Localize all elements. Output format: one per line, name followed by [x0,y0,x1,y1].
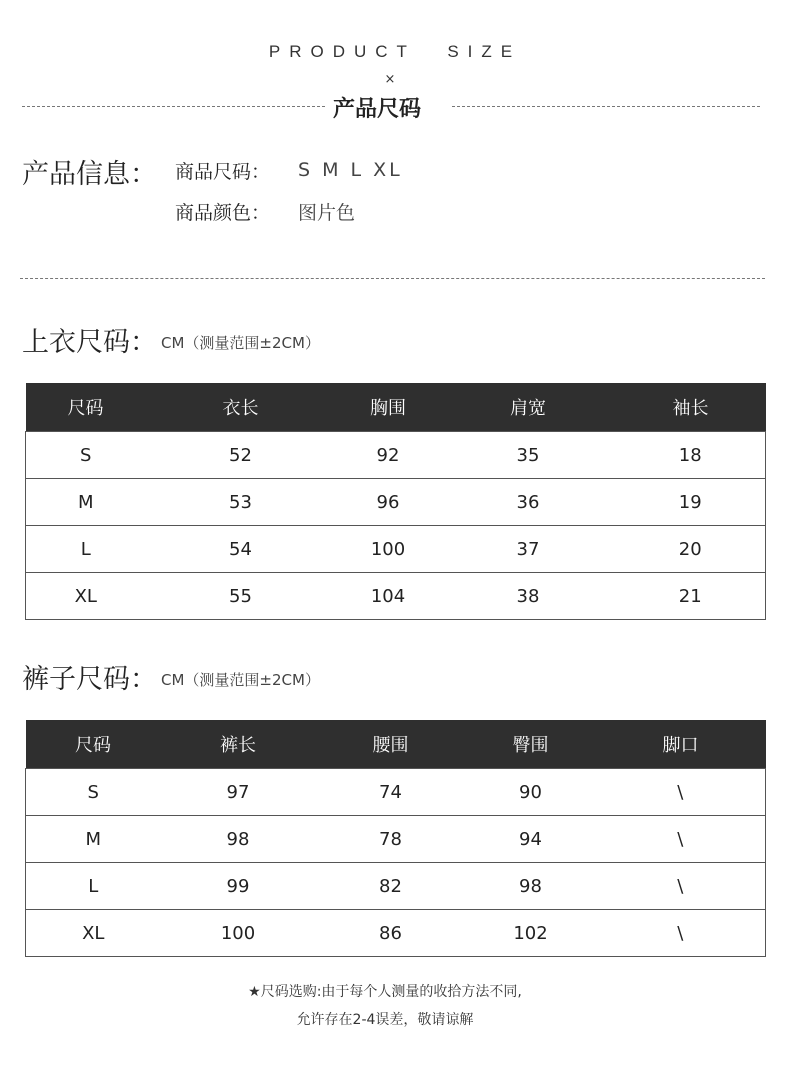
column-header: 袖长 [616,383,766,432]
table-cell: \ [596,863,766,910]
table-cell: 36 [441,479,616,526]
table-row [26,479,766,526]
table-cell: 37 [441,526,616,573]
table-cell: 94 [466,816,596,863]
table-cell: 98 [161,816,316,863]
table-row [26,573,766,620]
column-header: 腰围 [316,720,466,769]
top-size-heading-text: 上衣尺码： [22,327,157,358]
table-cell: 78 [316,816,466,863]
divider-right [452,106,760,107]
table-cell: XL [26,573,146,620]
table-cell: 18 [616,432,766,479]
table-cell: L [26,526,146,573]
column-header: 尺码 [26,720,161,769]
table-cell: 21 [616,573,766,620]
table-cell: \ [596,769,766,816]
size-value: S M L XL [298,159,403,181]
table-cell: 38 [441,573,616,620]
column-header: 肩宽 [441,383,616,432]
column-header: 脚口 [596,720,766,769]
table-cell: 104 [336,573,441,620]
table-cell: XL [26,910,161,957]
product-size-title: PRODUCT SIZE [268,42,522,61]
product-info-heading: 产品信息： [22,159,157,190]
table-row [26,432,766,479]
table-cell: 99 [161,863,316,910]
table-cell: 100 [336,526,441,573]
table-cell: \ [596,816,766,863]
table-cell: \ [596,910,766,957]
pants-size-table [25,720,766,957]
table-cell: 54 [146,526,336,573]
table-cell: 74 [316,769,466,816]
top-size-unit: CM（测量范围±2CM） [161,334,320,352]
column-header: 裤长 [161,720,316,769]
table-cell: 19 [616,479,766,526]
table-cell: 90 [466,769,596,816]
table-cell: 86 [316,910,466,957]
pants-size-unit: CM（测量范围±2CM） [161,671,320,689]
column-header: 尺码 [26,383,146,432]
table-row [26,769,766,816]
table-row [26,863,766,910]
table-cell: 55 [146,573,336,620]
table-cell: M [26,816,161,863]
top-size-table [25,383,766,620]
table-row [26,910,766,957]
size-note-line1: ★尺码选购:由于每个人测量的收拾方法不同, [248,984,522,1000]
size-label: 商品尺码： [175,161,271,183]
table-cell: S [26,432,146,479]
table-cell: 82 [316,863,466,910]
size-note-line2: 允许存在2-4误差，敬请谅解 [296,1012,474,1028]
column-header: 衣长 [146,383,336,432]
table-row [26,816,766,863]
pants-size-heading [22,657,320,696]
table-cell: S [26,769,161,816]
table-row [26,526,766,573]
table-cell: 98 [466,863,596,910]
title-separator-mark: × [384,72,396,87]
table-header-row [26,720,766,769]
color-label: 商品颜色： [175,202,271,224]
column-header: 胸围 [336,383,441,432]
table-cell: 20 [616,526,766,573]
table-cell: 96 [336,479,441,526]
table-cell: L [26,863,161,910]
top-size-heading [22,320,320,359]
column-header: 臀围 [466,720,596,769]
table-cell: M [26,479,146,526]
color-value: 图片色 [298,202,356,224]
table-cell: 102 [466,910,596,957]
table-cell: 35 [441,432,616,479]
divider-left [22,106,325,107]
info-divider [20,278,765,279]
table-cell: 52 [146,432,336,479]
pants-size-heading-text: 裤子尺码： [22,664,157,695]
table-cell: 100 [161,910,316,957]
section-title-cn: 产品尺码 [333,97,422,122]
table-cell: 92 [336,432,441,479]
table-cell: 97 [161,769,316,816]
table-cell: 53 [146,479,336,526]
table-header-row [26,383,766,432]
